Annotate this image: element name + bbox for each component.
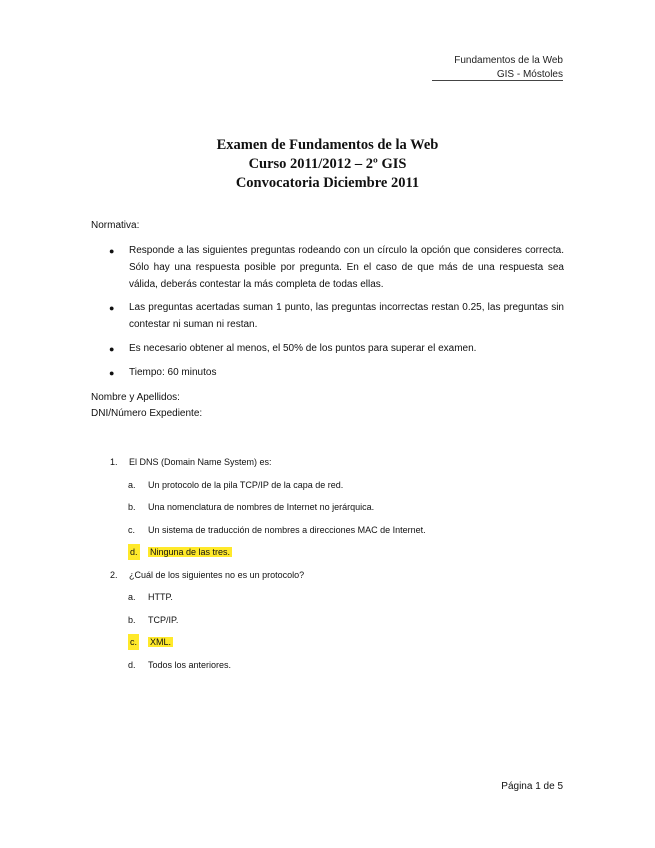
header-divider: [432, 80, 563, 81]
name-label: Nombre y Apellidos:: [91, 392, 180, 403]
option-letter: d.: [128, 659, 136, 670]
option-text: TCP/IP.: [148, 614, 179, 625]
question-text: ¿Cuál de los siguientes no es un protocolo?: [129, 569, 305, 580]
rules-list: [108, 243, 564, 389]
option-text: XML.: [150, 637, 172, 647]
page-header: [454, 54, 563, 82]
bullet-icon: ●: [109, 246, 115, 256]
option-letter: c.: [128, 634, 139, 650]
rule-item: [108, 365, 564, 382]
option-letter: a.: [128, 479, 136, 490]
normativa-heading: Normativa:: [91, 220, 140, 231]
option-letter: b.: [128, 614, 136, 625]
exam-title: [0, 136, 655, 193]
option-text: Todos los anteriores.: [148, 659, 232, 670]
option-text: Ninguna de las tres.: [150, 547, 231, 557]
student-info: [91, 390, 202, 422]
question-number: 1.: [110, 457, 118, 467]
bullet-icon: ●: [109, 303, 115, 314]
question-number: 2.: [110, 569, 118, 580]
rule-text: Tiempo: 60 minutos: [129, 366, 217, 378]
option-letter: a.: [128, 592, 136, 602]
option-letter: c.: [128, 524, 136, 535]
rule-text: Es necesario obtener al menos, el 50% de los puntos para superar el examen.: [129, 342, 477, 354]
title-line-2: Curso 2011/2012 – 2º GIS: [248, 156, 407, 172]
option-text: Una nomenclatura de nombres de Internet no jerárquica.: [148, 502, 375, 512]
rule-item: [108, 243, 564, 293]
rule-text: Responde a las siguientes preguntas rodeando con un círculo la opción que consideres correcta. Sólo hay una respuesta posible por pregunta. En el caso de que más de una respuesta sea válida, deberás contestar la más completa de todas ellas.: [129, 245, 564, 290]
option-letter: b.: [128, 502, 136, 512]
option-text: Un protocolo de la pila TCP/IP de la capa de red.: [148, 479, 344, 490]
dni-label: DNI/Número Expediente:: [91, 408, 203, 419]
rule-item: [108, 341, 564, 358]
option-letter: d.: [128, 544, 140, 560]
bullet-icon: ●: [109, 343, 115, 354]
question-text: El DNS (Domain Name System) es:: [129, 457, 272, 467]
rule-item: [108, 300, 564, 334]
header-campus: GIS - Móstoles: [496, 69, 563, 80]
option-text: Un sistema de traducción de nombres a direcciones MAC de Internet.: [148, 524, 426, 535]
header-course: Fundamentos de la Web: [454, 55, 563, 66]
page-number: Página 1 de 5: [501, 781, 563, 792]
title-line-1: Examen de Fundamentos de la Web: [216, 137, 439, 153]
rule-text: Las preguntas acertadas suman 1 punto, las preguntas incorrectas restan 0.25, las preguntas sin contestar ni suman ni restan.: [129, 302, 564, 331]
title-line-3: Convocatoria Diciembre 2011: [235, 175, 420, 191]
option-text: HTTP.: [148, 592, 173, 602]
bullet-icon: ●: [109, 367, 115, 378]
